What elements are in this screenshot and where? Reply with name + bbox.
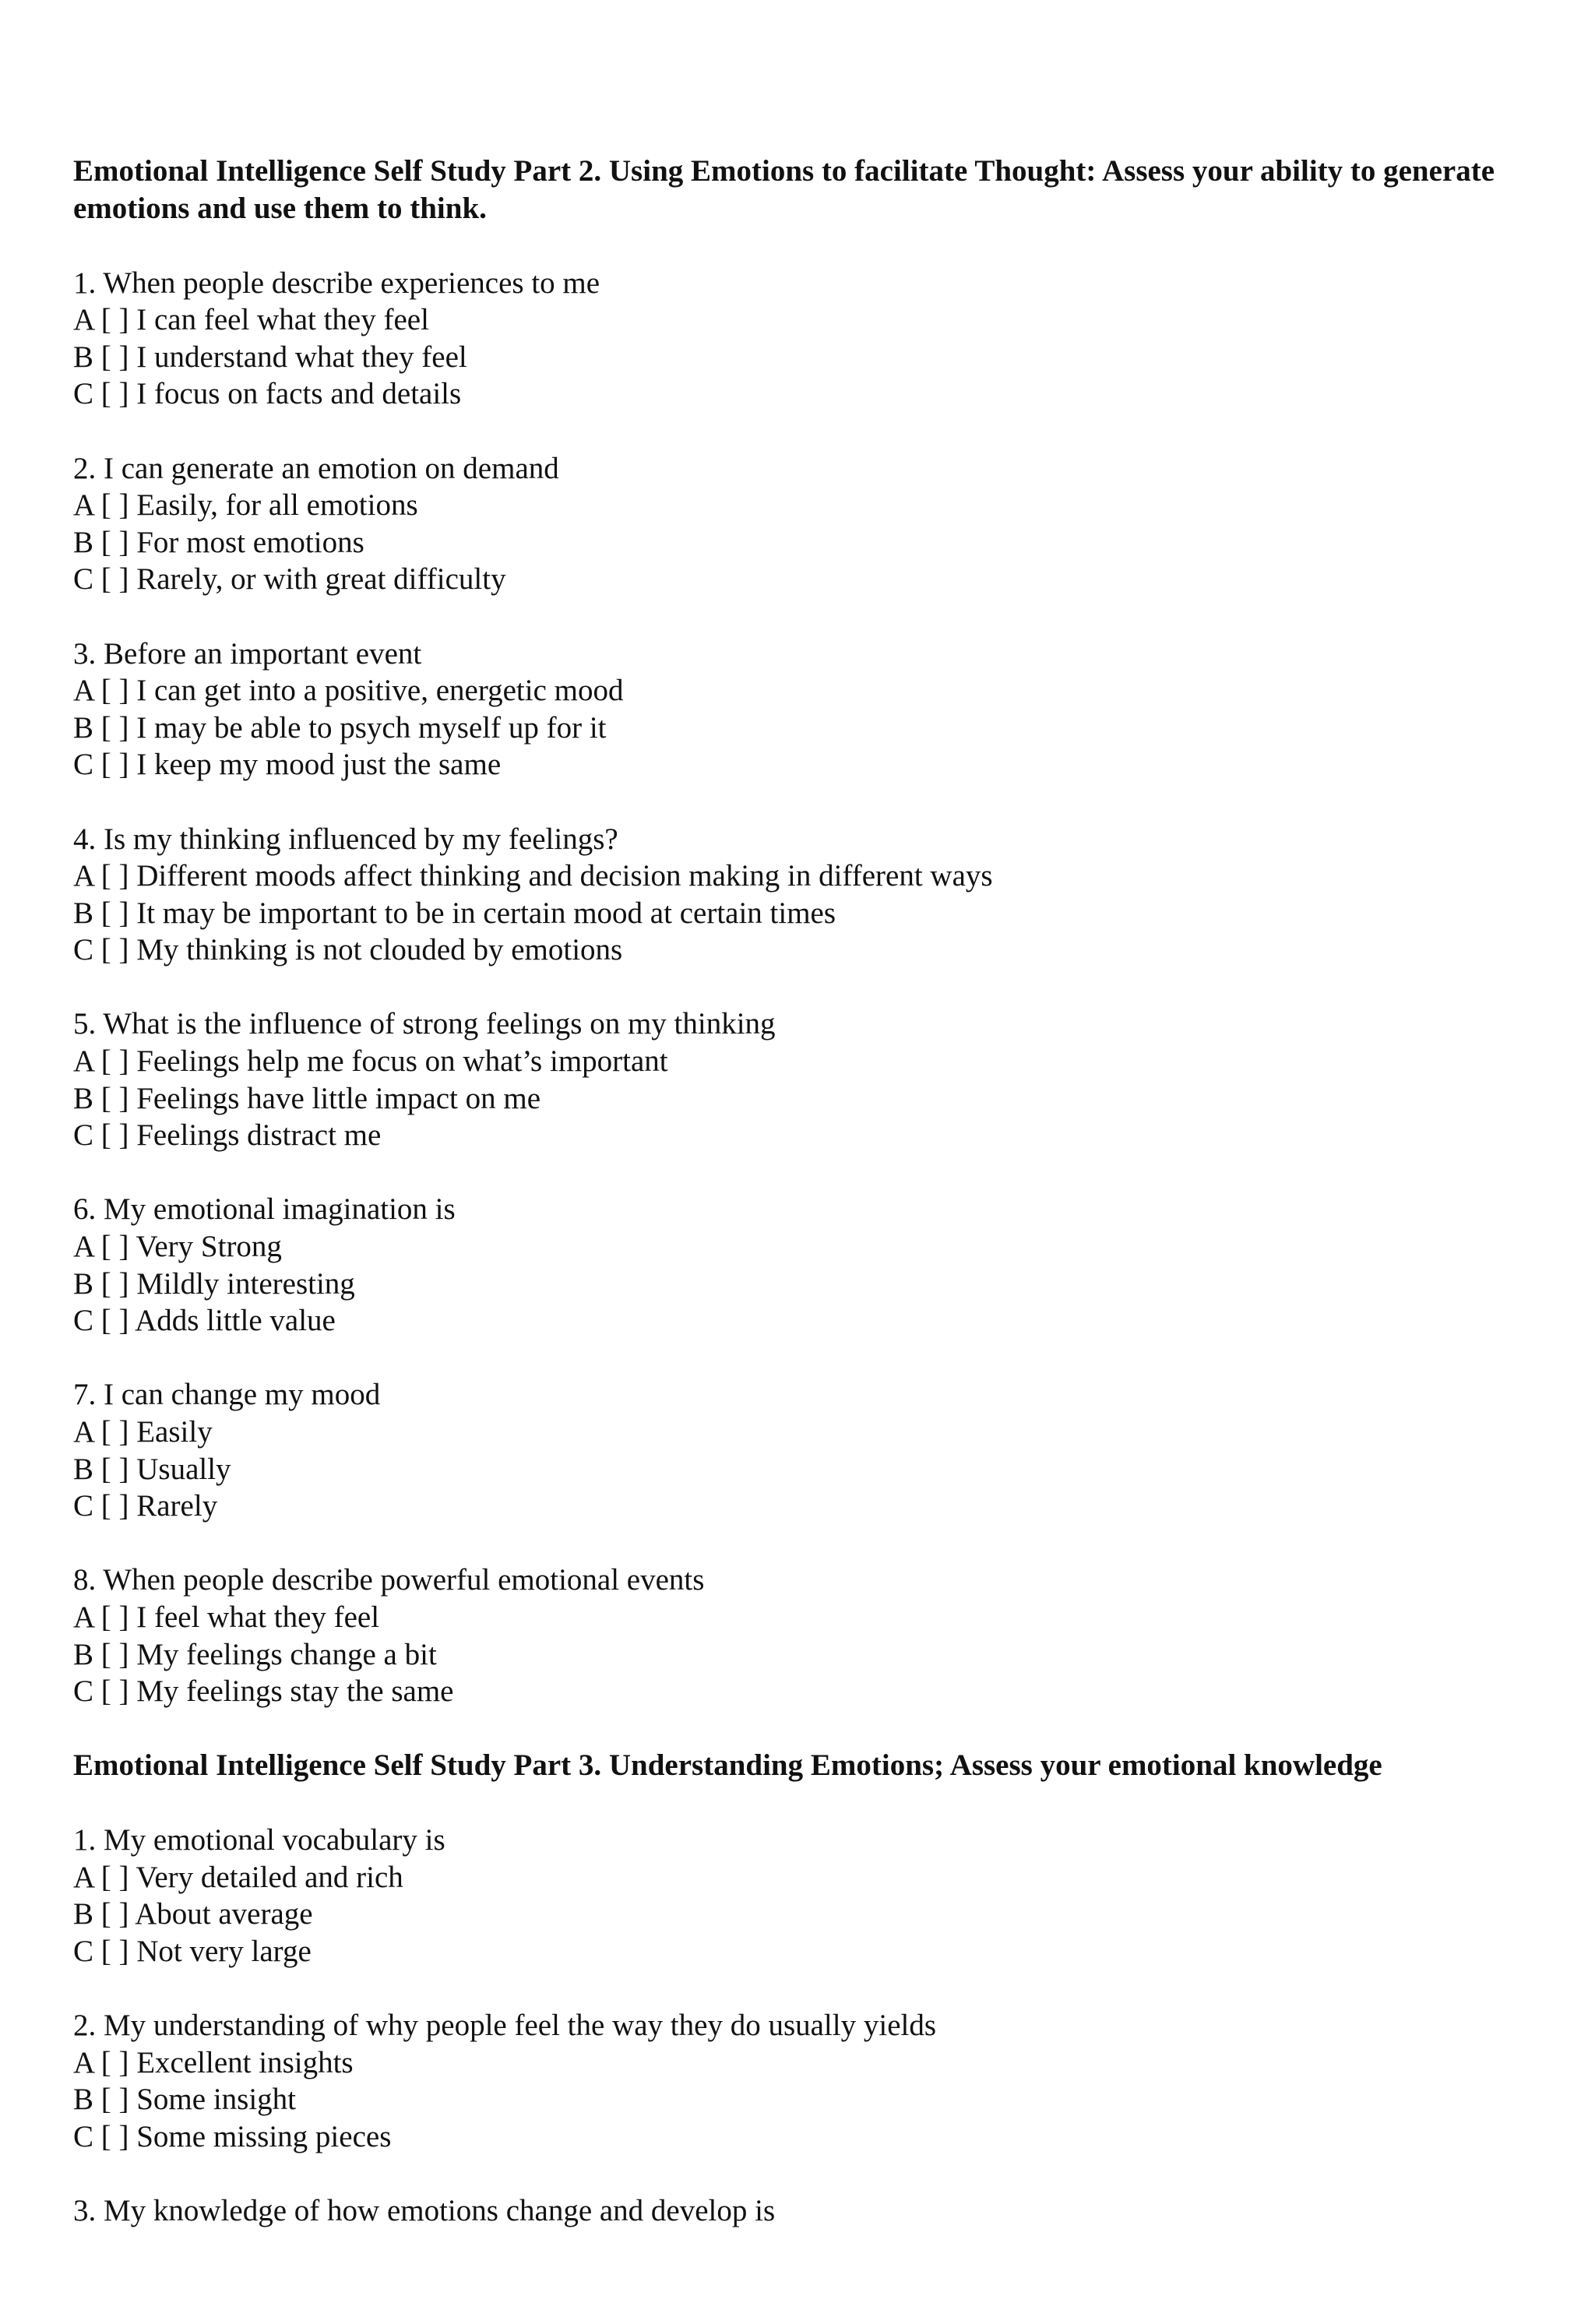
answer-option-c[interactable]: C [ ] My thinking is not clouded by emotions bbox=[73, 933, 623, 967]
question-block bbox=[73, 265, 1537, 413]
answer-option-a[interactable]: A [ ] Easily, for all emotions bbox=[73, 488, 418, 523]
question-block bbox=[73, 2192, 1537, 2230]
part3-heading: Emotional Intelligence Self Study Part 3. Understanding Emotions; Assess your emotional knowledge bbox=[73, 1748, 1382, 1783]
question-text: 1. When people describe experiences to me bbox=[73, 266, 600, 300]
spacer bbox=[73, 1525, 1537, 1562]
answer-option-b[interactable]: B [ ] Usually bbox=[73, 1452, 231, 1486]
question-text: 3. Before an important event bbox=[73, 636, 422, 671]
question-block bbox=[73, 636, 1537, 783]
answer-option-b[interactable]: B [ ] About average bbox=[73, 1897, 313, 1931]
question-block bbox=[73, 1376, 1537, 1524]
question-text: 2. My understanding of why people feel the way they do usually yields bbox=[73, 2008, 937, 2042]
answer-option-b[interactable]: B [ ] I understand what they feel bbox=[73, 340, 467, 374]
question-text: 4. Is my thinking influenced by my feelings? bbox=[73, 822, 618, 856]
answer-option-a[interactable]: A [ ] Very Strong bbox=[73, 1230, 282, 1264]
answer-option-a[interactable]: A [ ] I can get into a positive, energetic mood bbox=[73, 674, 624, 708]
question-text: 7. I can change my mood bbox=[73, 1378, 381, 1412]
answer-option-c[interactable]: C [ ] Some missing pieces bbox=[73, 2119, 392, 2153]
question-block bbox=[73, 1562, 1537, 1710]
answer-option-b[interactable]: B [ ] Some insight bbox=[73, 2083, 297, 2117]
spacer bbox=[73, 1970, 1537, 2007]
spacer bbox=[73, 1784, 1537, 1822]
part2-heading: Emotional Intelligence Self Study Part 2. Using Emotions to facilitate Thought: Assess your ability to generate emotions and use them to think. bbox=[73, 154, 1495, 225]
answer-option-c[interactable]: C [ ] Adds little value bbox=[73, 1304, 336, 1338]
answer-option-c[interactable]: C [ ] Rarely, or with great difficulty bbox=[73, 562, 506, 597]
question-text: 6. My emotional imagination is bbox=[73, 1192, 456, 1227]
question-block bbox=[73, 1191, 1537, 1339]
spacer bbox=[73, 783, 1537, 821]
question-text: 5. What is the influence of strong feelings on my thinking bbox=[73, 1007, 776, 1041]
question-block bbox=[73, 2007, 1537, 2155]
question-text: 3. My knowledge of how emotions change and develop is bbox=[73, 2193, 776, 2227]
spacer bbox=[73, 969, 1537, 1006]
spacer bbox=[73, 598, 1537, 636]
answer-option-c[interactable]: C [ ] My feelings stay the same bbox=[73, 1674, 454, 1709]
answer-option-c[interactable]: C [ ] Feelings distract me bbox=[73, 1118, 382, 1153]
answer-option-c[interactable]: C [ ] I keep my mood just the same bbox=[73, 748, 502, 782]
answer-option-a[interactable]: A [ ] Excellent insights bbox=[73, 2045, 354, 2079]
answer-option-b[interactable]: B [ ] My feelings change a bit bbox=[73, 1637, 437, 1671]
answer-option-a[interactable]: A [ ] Feelings help me focus on what’s important bbox=[73, 1044, 668, 1079]
spacer bbox=[73, 1340, 1537, 1377]
answer-option-a[interactable]: A [ ] Easily bbox=[73, 1415, 213, 1449]
spacer bbox=[73, 1710, 1537, 1748]
answer-option-a[interactable]: A [ ] Different moods affect thinking and decision making in different ways bbox=[73, 859, 993, 893]
question-text: 1. My emotional vocabulary is bbox=[73, 1822, 445, 1857]
spacer bbox=[73, 1154, 1537, 1192]
question-block bbox=[73, 821, 1537, 969]
answer-option-b[interactable]: B [ ] For most emotions bbox=[73, 525, 364, 559]
answer-option-b[interactable]: B [ ] It may be important to be in certain mood at certain times bbox=[73, 896, 836, 930]
question-text: 2. I can generate an emotion on demand bbox=[73, 451, 559, 485]
answer-option-c[interactable]: C [ ] I focus on facts and details bbox=[73, 377, 462, 411]
answer-option-c[interactable]: C [ ] Not very large bbox=[73, 1934, 312, 1968]
answer-option-b[interactable]: B [ ] Mildly interesting bbox=[73, 1266, 355, 1301]
answer-option-c[interactable]: C [ ] Rarely bbox=[73, 1489, 218, 1523]
spacer bbox=[73, 227, 1537, 265]
spacer bbox=[73, 2155, 1537, 2192]
answer-option-a[interactable]: A [ ] I can feel what they feel bbox=[73, 303, 429, 337]
answer-option-b[interactable]: B [ ] I may be able to psych myself up for it bbox=[73, 710, 607, 745]
answer-option-a[interactable]: A [ ] I feel what they feel bbox=[73, 1600, 380, 1634]
answer-option-a[interactable]: A [ ] Very detailed and rich bbox=[73, 1860, 403, 1894]
question-block bbox=[73, 1005, 1537, 1153]
document-page bbox=[73, 153, 1537, 2229]
question-block bbox=[73, 450, 1537, 598]
answer-option-b[interactable]: B [ ] Feelings have little impact on me bbox=[73, 1081, 541, 1115]
spacer bbox=[73, 413, 1537, 450]
question-block bbox=[73, 1822, 1537, 1970]
question-text: 8. When people describe powerful emotional events bbox=[73, 1563, 705, 1597]
